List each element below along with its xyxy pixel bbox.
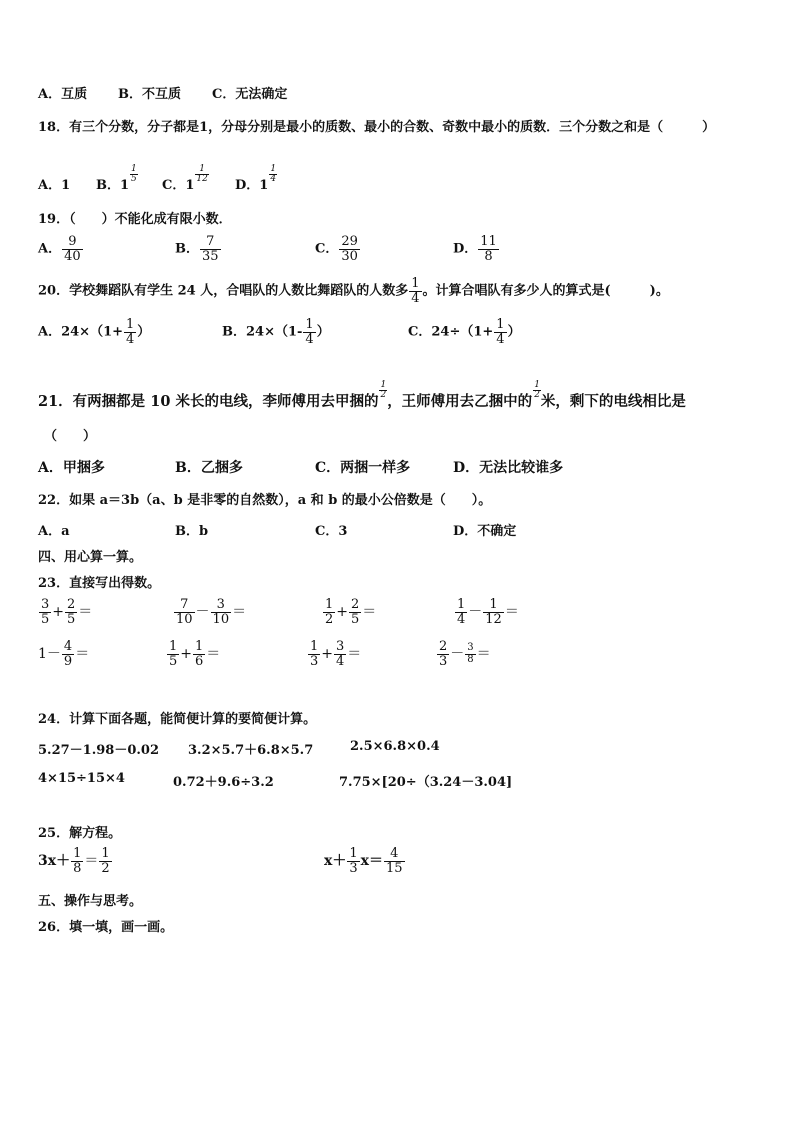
q19-option-b-label: B．	[175, 241, 199, 257]
equation-mid: x＝	[360, 853, 383, 870]
q21-option-a: A．甲捆多	[38, 460, 105, 476]
operator: －	[195, 604, 210, 621]
equals-sign: ＝	[476, 646, 491, 663]
fraction-denominator: 12	[485, 611, 502, 627]
fraction-denominator: 10	[176, 611, 193, 627]
equation-mid: ＝	[84, 853, 99, 870]
fraction	[384, 847, 405, 875]
fraction-denominator: 6	[195, 653, 204, 669]
fraction	[99, 847, 111, 875]
fraction-denominator: 4	[126, 331, 135, 347]
equals-sign: ＝	[362, 604, 377, 621]
q20-option-c	[408, 318, 521, 346]
q18-option-b-label: B．	[96, 178, 120, 193]
q20-option-c-fraction	[494, 318, 506, 346]
fraction-numerator: 1	[457, 597, 466, 612]
fraction-denominator: 40	[64, 248, 81, 264]
q22-option-c: C．3	[315, 524, 348, 539]
fraction-numerator: 1	[270, 164, 277, 174]
q24-expr-2: 3.2×5.7＋6.8×5.7	[188, 743, 314, 758]
q20-stem-part-b: 。计算合唱队有多少人的算式是( )。	[422, 283, 669, 299]
fraction-numerator: 1	[534, 380, 540, 390]
fraction-denominator: 10	[212, 611, 230, 627]
q18-option-d-label: D．	[235, 178, 260, 193]
q19-option-c	[315, 235, 361, 263]
q23-item-2	[173, 598, 246, 626]
q18-option-b-whole: 1	[120, 178, 130, 193]
q20-option-b-pre: B．24×（1-	[222, 324, 303, 340]
fraction-numerator: 1	[496, 317, 505, 332]
fraction-numerator: 1	[310, 639, 319, 654]
q21-paren: （ ）	[44, 429, 97, 444]
fraction-numerator: 1	[126, 317, 135, 332]
q23-stem: 23．直接写出得数。	[38, 576, 161, 591]
q24-expr-4: 4×15÷15×4	[38, 771, 125, 786]
fraction-numerator: 1	[325, 597, 334, 612]
fraction-numerator: 9	[62, 235, 83, 250]
fraction-numerator: 1	[169, 639, 178, 654]
fraction-denominator: 4	[457, 611, 466, 627]
q24-stem: 24．计算下面各题，能简便计算的要简便计算。	[38, 712, 317, 727]
q20-option-c-pre: C．24÷（1+	[408, 324, 494, 340]
fraction-denominator: 5	[67, 611, 76, 627]
fraction-numerator: 4	[384, 847, 405, 862]
q19-option-c-fraction	[339, 235, 360, 263]
fraction-denominator: 2	[534, 390, 540, 400]
q20-option-b-fraction	[303, 318, 315, 346]
q18-option-b-fraction	[130, 165, 138, 184]
q20-option-a	[38, 318, 150, 346]
fraction	[349, 598, 361, 626]
q21-fraction-1	[379, 381, 387, 400]
leading-term: 1－	[38, 646, 61, 663]
fraction-numerator: 29	[341, 234, 358, 249]
fraction-numerator: 1	[483, 598, 504, 613]
fraction-denominator: 3	[310, 653, 319, 669]
q19-option-d-fraction	[478, 235, 499, 263]
fraction-numerator: 1	[73, 846, 82, 861]
q25-equation-1	[38, 847, 113, 875]
fraction-denominator: 5	[131, 174, 137, 184]
fraction-denominator: 8	[484, 248, 493, 264]
q17-option-c: C．无法确定	[212, 87, 288, 102]
q21-stem-part-a: 21．有两捆都是 10 米长的电线，李师傅用去甲捆的	[38, 393, 379, 410]
fraction-denominator: 35	[202, 248, 219, 264]
q21-option-d: D．无法比较谁多	[453, 460, 564, 476]
fraction-numerator: 2	[439, 639, 448, 654]
operator: +	[52, 604, 65, 621]
q24-expr-3: 2.5×6.8×0.4	[350, 739, 440, 754]
q20-fraction	[409, 277, 421, 305]
q19-option-d	[453, 235, 500, 263]
q25-stem: 25．解方程。	[38, 826, 122, 841]
fraction	[167, 640, 179, 668]
q18-option-a	[38, 174, 70, 193]
q18-option-c-label: C．	[162, 178, 186, 193]
fraction-numerator: 1	[195, 639, 204, 654]
q19-option-d-label: D．	[453, 241, 478, 257]
equals-sign: ＝	[347, 646, 362, 663]
fraction-denominator: 5	[351, 611, 360, 627]
fraction-numerator: 2	[351, 597, 360, 612]
operator: +	[336, 604, 349, 621]
fraction-denominator: 5	[41, 611, 50, 627]
q20-option-a-fraction	[124, 318, 136, 346]
fraction-numerator: 1	[380, 380, 387, 390]
fraction-numerator: 3	[41, 597, 50, 612]
fraction-numerator: 1	[131, 164, 137, 174]
q23-item-6	[166, 640, 220, 668]
q18-option-b	[96, 164, 138, 193]
fraction-numerator: 1	[349, 846, 358, 861]
q26-stem: 26．填一填，画一画。	[38, 920, 174, 935]
q20-option-c-post: ）	[507, 324, 521, 340]
fraction-denominator: 4	[305, 331, 314, 347]
q23-item-3	[322, 598, 376, 626]
fraction-numerator: 2	[67, 597, 76, 612]
q23-item-8	[436, 640, 491, 668]
fraction	[211, 598, 232, 626]
fraction-denominator: 4	[336, 653, 345, 669]
equals-sign: ＝	[232, 604, 247, 621]
fraction-denominator: 2	[325, 611, 334, 627]
operator: +	[180, 646, 193, 663]
fraction	[323, 598, 335, 626]
section-4-heading: 四、用心算一算。	[38, 550, 143, 565]
fraction-numerator: 3	[336, 639, 345, 654]
q18-option-d	[235, 164, 277, 193]
q22-option-d: D．不确定	[453, 524, 517, 539]
q18-option-c	[162, 164, 209, 193]
q18-option-c-fraction	[195, 165, 208, 184]
q20-stem-part-a: 20．学校舞蹈队有学生 24 人，合唱队的人数比舞蹈队的人数多	[38, 283, 409, 299]
fraction	[465, 643, 475, 665]
q18-option-d-fraction	[269, 165, 277, 184]
q18-option-d-whole: 1	[259, 178, 269, 193]
fraction-numerator: 7	[200, 235, 221, 250]
fraction-denominator: 12	[196, 174, 208, 184]
q21-option-b: B．乙捆多	[175, 460, 243, 476]
fraction	[347, 847, 359, 875]
q21-option-c: C．两捆一样多	[315, 460, 411, 476]
q20-option-b-post: ）	[316, 324, 330, 340]
q22-stem: 22．如果 a＝3b（a、b 是非零的自然数），a 和 b 的最小公倍数是（ ）。	[38, 493, 492, 508]
fraction	[437, 640, 449, 668]
fraction-denominator: 30	[341, 248, 358, 264]
q19-option-c-label: C．	[315, 241, 339, 257]
fraction-numerator: 3	[467, 642, 474, 654]
fraction-denominator: 4	[411, 290, 420, 306]
equals-sign: ＝	[75, 646, 90, 663]
equals-sign: ＝	[504, 604, 519, 621]
fraction-denominator: 2	[101, 860, 110, 876]
q19-stem: 19．（ ）不能化成有限小数．	[38, 212, 232, 227]
equation-lead: 3x＋	[38, 853, 71, 870]
fraction	[174, 598, 195, 626]
fraction	[455, 598, 467, 626]
fraction	[334, 640, 346, 668]
operator: －	[468, 604, 483, 621]
fraction-denominator: 15	[386, 860, 403, 876]
fraction-numerator: 1	[195, 165, 208, 175]
q18-option-a-label: A．1	[38, 178, 71, 193]
fraction-denominator: 2	[380, 390, 387, 400]
q19-option-a	[38, 235, 84, 263]
fraction	[62, 640, 74, 668]
q19-option-b-fraction	[200, 235, 221, 263]
q23-item-1	[38, 598, 92, 626]
q21-fraction-2	[533, 381, 541, 400]
q20-stem	[38, 277, 669, 305]
q23-item-4	[454, 598, 519, 626]
q21-stem	[38, 380, 686, 411]
fraction-denominator: 8	[467, 653, 474, 665]
fraction-denominator: 3	[349, 860, 358, 876]
fraction-numerator: 11	[480, 234, 497, 249]
fraction	[65, 598, 77, 626]
fraction-denominator: 3	[439, 653, 448, 669]
q22-option-b: B．b	[175, 524, 209, 539]
q23-item-7	[307, 640, 361, 668]
fraction-numerator: 1	[411, 276, 420, 291]
equals-sign: ＝	[78, 604, 93, 621]
fraction	[39, 598, 51, 626]
q17-option-b: B．不互质	[118, 87, 181, 102]
fraction-denominator: 8	[73, 860, 82, 876]
fraction-numerator: 1	[101, 846, 110, 861]
fraction-denominator: 9	[63, 653, 73, 669]
fraction-denominator: 4	[270, 174, 277, 184]
q23-item-5	[38, 640, 89, 668]
fraction-numerator: 1	[305, 317, 314, 332]
q25-equation-2	[324, 847, 406, 875]
fraction	[308, 640, 320, 668]
fraction	[193, 640, 205, 668]
q21-stem-part-c: 米，剩下的电线相比是	[540, 393, 686, 410]
equation-lead: x＋	[324, 853, 347, 870]
fraction	[483, 598, 504, 626]
section-5-heading: 五、操作与思考。	[38, 894, 143, 909]
fraction-numerator: 7	[174, 598, 195, 613]
q22-option-a: A．a	[38, 524, 70, 539]
q19-option-a-label: A．	[38, 241, 62, 257]
fraction-numerator: 4	[63, 639, 73, 654]
fraction	[71, 847, 83, 875]
q19-option-b	[175, 235, 222, 263]
q24-expr-5: 0.72＋9.6÷3.2	[173, 775, 274, 790]
q19-option-a-fraction	[62, 235, 83, 263]
fraction-numerator: 3	[211, 598, 232, 613]
q18-stem: 18．有三个分数，分子都是1，分母分别是最小的质数、最小的合数、奇数中最小的质数．三个分数之和是（ ）	[38, 120, 716, 135]
q20-option-a-pre: A．24×（1+	[38, 324, 124, 340]
fraction-denominator: 4	[496, 331, 505, 347]
q21-stem-part-b: ，王师傅用去乙捆中的	[387, 393, 533, 410]
equals-sign: ＝	[206, 646, 221, 663]
operator: +	[321, 646, 334, 663]
q18-option-c-whole: 1	[185, 178, 195, 193]
q24-expr-1: 5.27－1.98－0.02	[38, 743, 159, 758]
operator: －	[450, 646, 465, 663]
q17-option-a: A．互质	[38, 87, 88, 102]
fraction-denominator: 5	[169, 653, 178, 669]
q20-option-b	[222, 318, 330, 346]
q20-option-a-post: ）	[137, 324, 151, 340]
q24-expr-6: 7.75×[20÷（3.24－3.04]	[339, 775, 513, 790]
